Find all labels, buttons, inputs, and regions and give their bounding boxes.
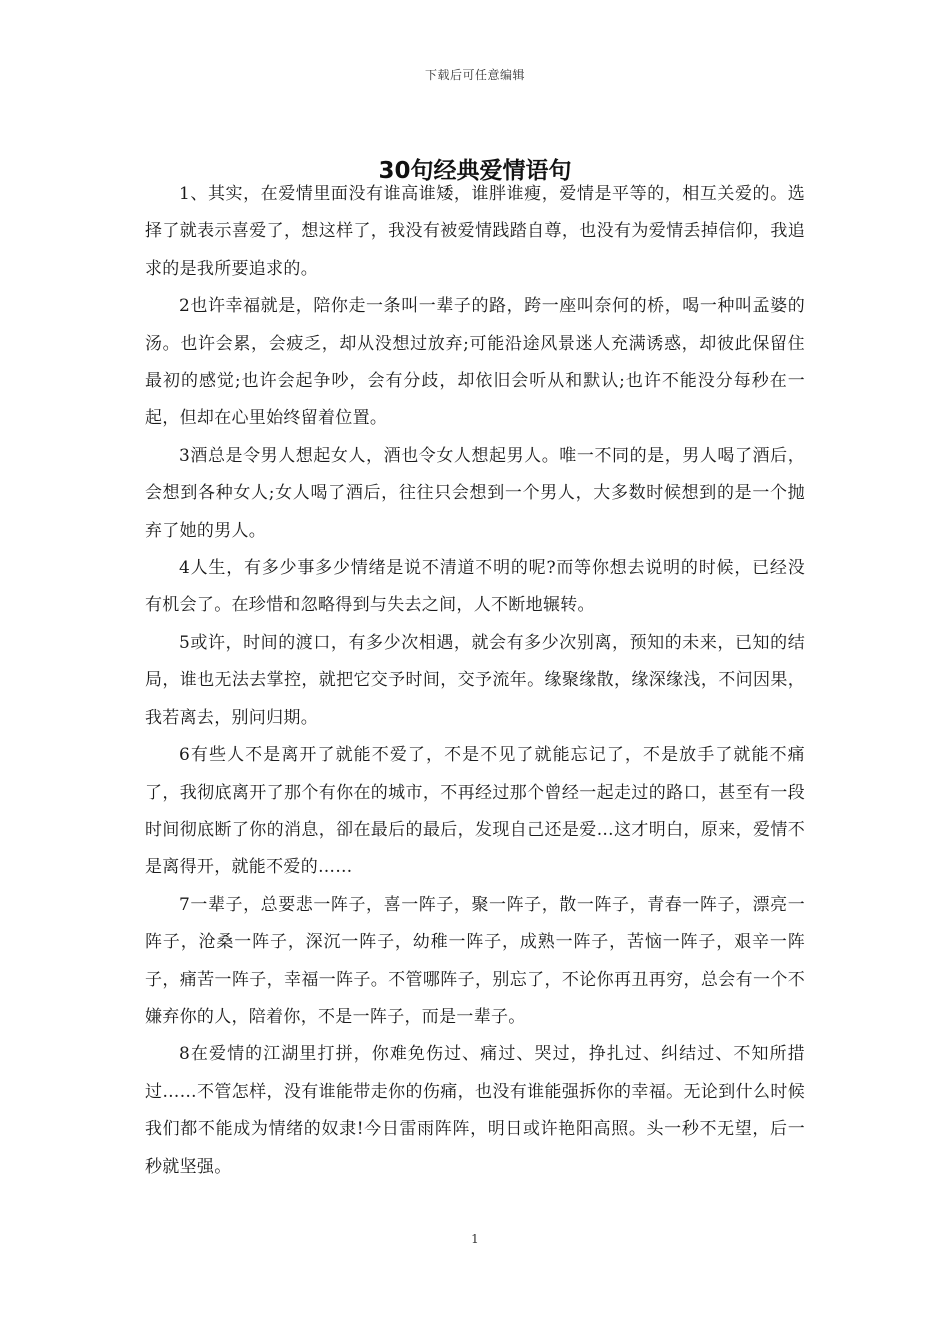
paragraph-6: 6有些人不是离开了就能不爱了，不是不见了就能忘记了，不是放手了就能不痛了，我彻底离开了那个有你在的城市，不再经过那个曾经一起走过的路口，甚至有一段时间彻底断了你的消息，卻在最后的最后，发现自己还是爱…这才明白，原来，爱情不是离得开，就能不爱的…… [145, 745, 805, 878]
paragraph-1: 1、其实，在爱情里面没有谁高谁矮，谁胖谁瘦，爱情是平等的，相互关爱的。选择了就表示喜爱了，想这样了，我没有被爱情践踏自尊，也没有为爱情丢掉信仰，我追求的是我所要追求的。 [145, 184, 805, 279]
paragraph-3: 3酒总是令男人想起女人，酒也令女人想起男人。唯一不同的是，男人喝了酒后，会想到各种女人;女人喝了酒后，往往只会想到一个男人，大多数时候想到的是一个抛弃了她的男人。 [145, 445, 805, 541]
paragraph-8: 8在爱情的江湖里打拼，你难免伤过、痛过、哭过，挣扎过、纠结过、不知所措过……不管怎样，没有谁能带走你的伤痛，也没有谁能强拆你的幸福。无论到什么时候我们都不能成为情绪的奴隶!今日雷雨阵阵，明日或许艳阳高照。头一秒不无望，后一秒就坚强。 [145, 1044, 805, 1177]
paragraph-7: 7一辈子，总要悲一阵子，喜一阵子，聚一阵子，散一阵子，青春一阵子，漂亮一阵子，沧桑一阵子，深沉一阵子，幼稚一阵子，成熟一阵子，苦恼一阵子，艰辛一阵子，痛苦一阵子，幸福一阵子。不管哪阵子，别忘了，不论你再丑再穷，总会有一个不嫌弃你的人，陪着你，不是一阵子，而是一辈子。 [145, 894, 805, 1027]
paragraph-2: 2也许幸福就是，陪你走一条叫一辈子的路，跨一座叫奈何的桥，喝一种叫孟婆的汤。也许会累，会疲乏，却从没想过放弃;可能沿途风景迷人充满诱惑，却彼此保留住最初的感觉;也许会起争吵，会有分歧，却依旧会听从和默认;也许不能没分每秒在一起，但却在心里始终留着位置。 [145, 296, 805, 429]
page-number: 1 [471, 1232, 479, 1246]
document-body [145, 176, 805, 1186]
header-note: 下载后可任意编辑 [424, 68, 525, 82]
document-title: 30句经典爱情语句 [378, 158, 572, 184]
paragraph-5: 5或许，时间的渡口，有多少次相遇，就会有多少次别离，预知的未来，已知的结局，谁也无法去掌控，就把它交予时间，交予流年。缘聚缘散，缘深缘浅，不问因果，我若离去，别问归期。 [145, 632, 805, 728]
paragraph-4: 4人生，有多少事多少情绪是说不清道不明的呢?而等你想去说明的时候，已经没有机会了。在珍惜和忽略得到与失去之间，人不断地辗转。 [145, 558, 805, 616]
